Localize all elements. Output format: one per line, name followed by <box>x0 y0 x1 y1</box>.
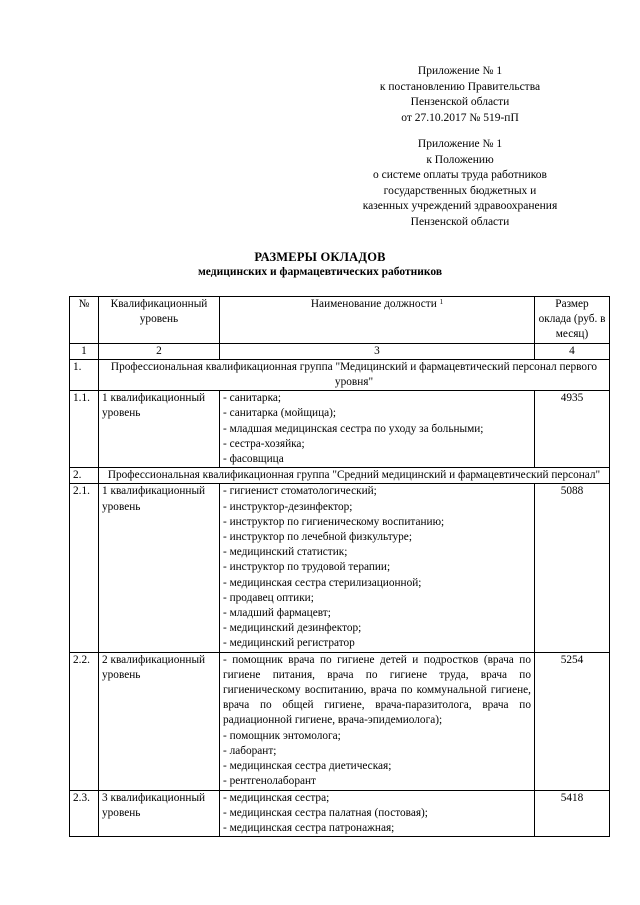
appendix-line: к постановлению Правительства <box>379 80 541 93</box>
row-level: 1 квалификационный уровень <box>99 391 220 468</box>
row-salary: 5254 <box>535 652 610 790</box>
document-title <box>0 250 640 280</box>
table-row <box>70 790 610 837</box>
group-title: Профессиональная квалификационная группа "Медицинский и фармацевтический персонал первого уровня" <box>99 359 610 390</box>
row-num: 1.1. <box>70 391 99 468</box>
row-level: 2 квалификационный уровень <box>99 652 220 790</box>
appendix-line: государственных бюджетных и <box>383 184 537 197</box>
duty-item: - медицинский дезинфектор; <box>223 622 362 635</box>
duty-item: - санитарка (мойщица); <box>223 407 337 420</box>
table-row <box>70 484 610 652</box>
colnum: 1 <box>70 343 99 359</box>
row-num: 2.2. <box>70 652 99 790</box>
row-duties <box>220 484 535 652</box>
row-salary: 5088 <box>535 484 610 652</box>
row-duties <box>220 790 535 837</box>
table-header-row <box>70 297 610 344</box>
duty-item: - лаборант; <box>223 744 277 757</box>
duty-item: - медицинская сестра стерилизационной; <box>223 576 422 589</box>
duty-item: - инструктор-дезинфектор; <box>223 500 353 513</box>
duty-item: - медицинская сестра; <box>223 791 330 804</box>
row-num: 2.1. <box>70 484 99 652</box>
title-sub: медицинских и фармацевтических работников <box>197 266 443 278</box>
appendix-line: казенных учреждений здравоохранения <box>362 200 558 212</box>
duty-item: - медицинская сестра палатная (постовая); <box>223 806 428 819</box>
duty-item: - помощник врача по гигиене детей и подростков (врача по гигиене питания, врача по гигиене труда, врача по гигиеническому воспитанию, врача по коммунальной гигиене, врача по общей гигиене, врача-паразитолога, врача по радиационной гигиене, врача-эпидемиолога); <box>223 653 531 727</box>
duty-item: - медицинский регистратор <box>223 637 355 650</box>
duty-item: - медицинский статистик; <box>223 546 348 559</box>
row-level: 3 квалификационный уровень <box>99 790 220 837</box>
row-duties <box>220 391 535 468</box>
table-row <box>70 652 610 790</box>
colnum: 2 <box>99 343 220 359</box>
duty-item: - рентгенолаборант <box>223 775 316 788</box>
duty-item: - санитарка; <box>223 392 282 405</box>
table-row <box>70 391 610 468</box>
duty-item: - фасовщица <box>223 453 284 466</box>
group-row <box>70 359 610 390</box>
appendix-line: Пензенской области <box>410 215 510 228</box>
appendix-to-resolution <box>330 64 590 126</box>
appendix-line: от 27.10.2017 № 519-пП <box>401 111 519 124</box>
group-title: Профессиональная квалификационная группа "Средний медицинский и фармацевтический персонал" <box>99 468 610 484</box>
appendix-line: Пензенской области <box>410 96 510 108</box>
group-num: 1. <box>70 359 99 390</box>
duty-item: - гигиенист стоматологический; <box>223 485 377 498</box>
row-level: 1 квалификационный уровень <box>99 484 220 652</box>
colnum: 3 <box>220 343 535 359</box>
duty-item: - младший фармацевт; <box>223 607 331 620</box>
appendix-to-regulation <box>330 137 590 230</box>
duty-item: - продавец оптики; <box>223 591 314 604</box>
header-num: № <box>70 297 99 344</box>
duty-item: - младшая медицинская сестра по уходу за больными; <box>223 422 484 435</box>
duty-item: - помощник энтомолога; <box>223 729 341 742</box>
footnote-mark: 1 <box>439 298 444 306</box>
row-salary: 5418 <box>535 790 610 837</box>
duty-item: - инструктор по гигиеническому воспитанию; <box>223 515 445 528</box>
appendix-line: Приложение № 1 <box>417 65 503 77</box>
duty-item: - медицинская сестра патронажная; <box>223 821 395 834</box>
duty-item: - инструктор по трудовой терапии; <box>223 561 391 574</box>
header-position-label: Наименование должности <box>310 298 437 310</box>
header-position <box>220 297 535 344</box>
header-level: Квалификационный уровень <box>99 297 220 344</box>
row-duties <box>220 652 535 790</box>
colnum: 4 <box>535 343 610 359</box>
column-number-row <box>70 343 610 359</box>
row-salary: 4935 <box>535 391 610 468</box>
appendix-line: о системе оплаты труда работников <box>373 169 547 181</box>
appendix-line: к Положению <box>426 153 494 166</box>
header-salary: Размер оклада (руб. в месяц) <box>535 297 610 344</box>
group-num: 2. <box>70 468 99 484</box>
duty-item: - сестра-хозяйка; <box>223 437 305 450</box>
title-main: РАЗМЕРЫ ОКЛАДОВ <box>254 250 386 264</box>
duty-item: - инструктор по лечебной физкультуре; <box>223 531 412 544</box>
group-row <box>70 468 610 484</box>
salary-table <box>69 296 610 837</box>
duty-item: - медицинская сестра диетическая; <box>223 760 392 773</box>
row-num: 2.3. <box>70 790 99 837</box>
appendix-line: Приложение № 1 <box>417 138 503 150</box>
